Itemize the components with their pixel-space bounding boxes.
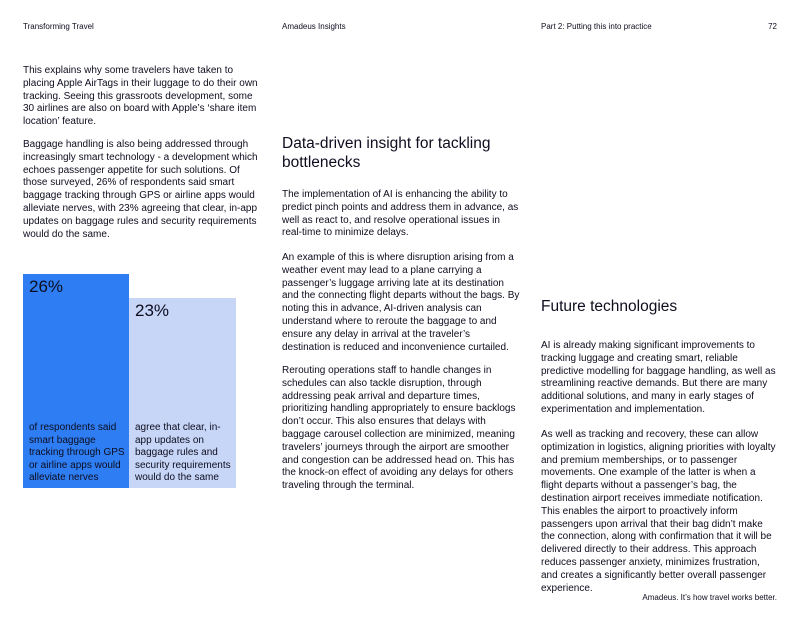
section-title-future-technologies: Future technologies [541, 298, 678, 315]
stat-bar-smart-tracking [23, 274, 129, 488]
col3-paragraph-2: As well as tracking and recovery, these can allow optimization in logistics, aligning priorities with loyalty and premium memberships, or to passenger movements. One example of the latter is when a flight departs without a passenger’s bag, the destination airport receives immediate notification. This enables the airport to proactively inform passengers upon arrival that their bag didn’t make the connection, along with confirmation that it will be delivered directly to their address. This approach reduces passenger anxiety, minimizes frustration, and creates a significantly better overall passenger experience. [541, 429, 776, 594]
stat-bar-in-app-updates [129, 298, 236, 488]
footer-tagline: Amadeus. It’s how travel works better. [642, 593, 777, 602]
stat-description: agree that clear, in-app updates on baggage rules and security requirements would do the same [135, 422, 231, 484]
stat-percent: 26% [29, 277, 64, 296]
col3-paragraph-1: AI is already making significant improvements to tracking luggage and creating smart, reliable predictive modelling for baggage handling, as well as streamlining reactive demands. But there are many additional solutions, and many in early stages of experimentation and implementation. [541, 340, 776, 415]
section-title-bottlenecks: Data-driven insight for tackling bottlenecks [282, 135, 491, 171]
header-doc-title: Transforming Travel [23, 22, 94, 31]
col1-paragraph-1: This explains why some travelers have taken to placing Apple AirTags in their luggage to do their own tracking. Seeing this grassroots development, some 30 airlines are also on board with Apple’s ‘share item location’ feature. [23, 65, 258, 128]
page-number: 72 [768, 22, 777, 31]
stat-description: of respondents said smart baggage tracking through GPS or airline apps would alleviate nerves [29, 422, 125, 484]
col2-paragraph-3: Rerouting operations staff to handle changes in schedules can also tackle disruption, through addressing peak arrival and departure times, prioritizing handling appropriately to ensure backlogs don’t occur. This also ensures that delays with baggage carousel collection are minimized, meaning travelers’ journeys through the airport are smoother and congestion can be addressed head on. This has the knock-on effect of avoiding any delays for others traveling through the terminal. [282, 365, 516, 492]
stat-percent: 23% [135, 301, 170, 320]
col1-paragraph-2: Baggage handling is also being addressed through increasingly smart technology - a development which echoes passenger appetite for such solutions. Of those surveyed, 26% of respondents said smart baggage tracking through GPS or airline apps would alleviate nerves, with 23% agreeing that clear, in-app updates on baggage rules and security requirements would do the same. [23, 139, 258, 240]
col2-paragraph-2: An example of this is where disruption arising from a weather event may lead to a plane carrying a passenger’s luggage arriving late at its destination and the connecting flight departs without the bags. By noting this in advance, AI-driven analysis can understand where to reroute the baggage to and ensure any delay in arrival at the traveler’s destination is reduced and inconvenience curtailed. [282, 252, 520, 353]
col2-paragraph-1: The implementation of AI is enhancing the ability to predict pinch points and address them in advance, as well as react to, and resolve operational issues in real-time to minimize delays. [282, 189, 519, 239]
header-section: Part 2: Putting this into practice [541, 22, 652, 31]
header-publication: Amadeus Insights [282, 22, 346, 31]
